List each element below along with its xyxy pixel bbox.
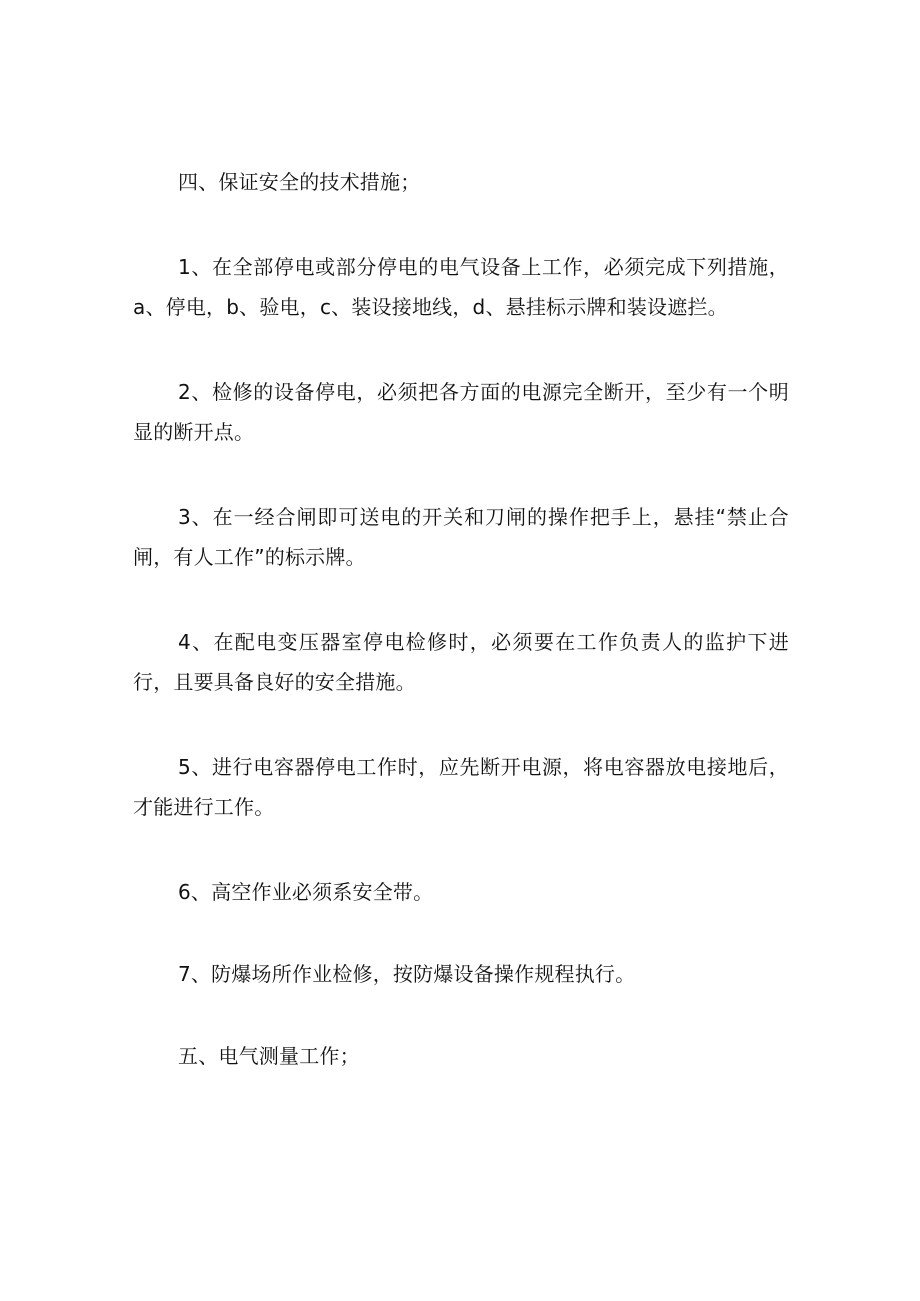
measure-item-3: 3、在一经合闸即可送电的开关和刀闸的操作把手上，悬挂“禁止合闸，有人工作”的标示牌。 xyxy=(133,505,789,569)
measure-item-2: 2、检修的设备停电，必须把各方面的电源完全断开，至少有一个明显的断开点。 xyxy=(133,380,789,444)
document-body xyxy=(133,162,789,1076)
section-5-heading: 五、电气测量工作； xyxy=(178,1044,360,1068)
measure-item-4: 4、在配电变压器室停电检修时，必须要在工作负责人的监护下进行，且要具备良好的安全措施。 xyxy=(133,630,789,694)
measure-item-1: 1、在全部停电或部分停电的电气设备上工作，必须完成下列措施，a、停电，b、验电，c、装设接地线，d、悬挂标示牌和装设遮拦。 xyxy=(133,255,789,319)
section-4-heading: 四、保证安全的技术措施； xyxy=(178,170,421,194)
measure-item-6: 6、高空作业必须系安全带。 xyxy=(178,880,434,904)
measure-item-5: 5、进行电容器停电工作时，应先断开电源，将电容器放电接地后，才能进行工作。 xyxy=(133,755,789,819)
measure-item-7: 7、防爆场所作业检修，按防爆设备操作规程执行。 xyxy=(178,962,636,986)
